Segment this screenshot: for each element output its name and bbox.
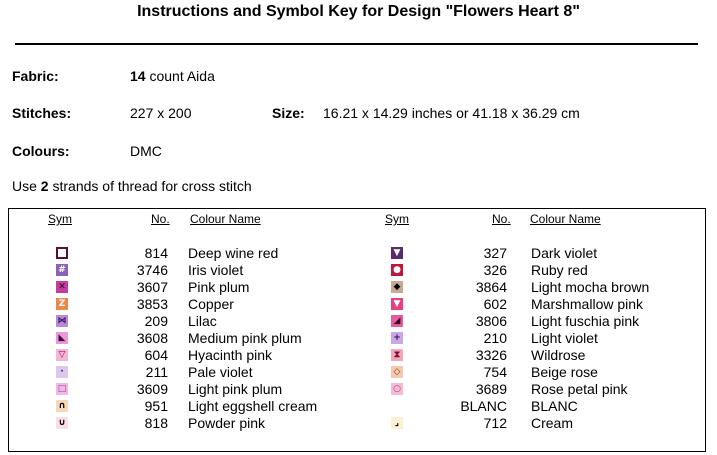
colour-name: Beige rose (531, 364, 598, 380)
size-label: Size: (272, 105, 305, 121)
symbol-swatch-icon: ▽ (56, 349, 68, 361)
symbol-swatch-icon: + (391, 332, 403, 344)
symbol-swatch-icon: ∩ (56, 400, 68, 412)
colour-name: Iris violet (188, 262, 244, 278)
no-header-left: No. (151, 212, 170, 226)
dmc-number: 602 (483, 296, 507, 312)
dmc-number: 327 (483, 245, 507, 261)
symbol-swatch-icon: · (56, 366, 68, 378)
page-title: Instructions and Symbol Key for Design "Flowers Heart 8" (137, 3, 580, 20)
colour-name-header-right: Colour Name (530, 212, 601, 226)
symbol-swatch-icon: ○ (391, 383, 403, 395)
dmc-number: 211 (145, 364, 168, 380)
symbol-swatch-icon: ◣ (56, 332, 68, 344)
dmc-number: 3806 (475, 313, 507, 329)
table-row (0, 296, 717, 313)
colour-name: Copper (188, 296, 234, 312)
dmc-number: BLANC (460, 398, 507, 414)
dmc-number: 754 (483, 364, 507, 380)
colour-name: Marshmallow pink (531, 296, 644, 312)
stitches-value: 227 x 200 (130, 105, 192, 121)
colour-name: Pink plum (188, 279, 250, 295)
symbol-swatch-icon: ▼ (391, 298, 403, 310)
dmc-number: 3326 (475, 347, 507, 363)
table-row (0, 415, 717, 432)
table-row (0, 364, 717, 381)
strands-instruction: Use 2 strands of thread for cross stitch (12, 178, 252, 194)
colour-name: Deep wine red (188, 245, 279, 261)
dmc-number: 604 (144, 347, 168, 363)
size-value: 16.21 x 14.29 inches or 41.18 x 36.29 cm (323, 105, 580, 121)
fabric-count: 14 (130, 68, 146, 84)
dmc-number: 3853 (136, 296, 168, 312)
colours-label: Colours: (12, 143, 70, 159)
table-row (0, 398, 717, 415)
title-underline (15, 43, 698, 45)
symbol-swatch-icon: ∪ (56, 417, 68, 429)
symbol-swatch-icon: ◇ (391, 366, 403, 378)
strand-count: 2 (40, 178, 49, 194)
dmc-number: 814 (144, 245, 168, 261)
dmc-number: 951 (144, 398, 168, 414)
colour-name: Powder pink (188, 415, 266, 431)
no-header-right: No. (492, 212, 511, 226)
dmc-number: 712 (483, 415, 507, 431)
symbol-swatch-icon: ✕ (56, 281, 68, 293)
colour-name: Light mocha brown (531, 279, 650, 295)
symbol-swatch-icon: ▼ (391, 247, 403, 259)
colour-name: Light eggshell cream (188, 398, 318, 414)
stitches-label: Stitches: (12, 105, 72, 121)
colour-name: Ruby red (531, 262, 588, 278)
fabric-value (130, 68, 215, 84)
colour-name: Hyacinth pink (188, 347, 273, 363)
dmc-number: 3746 (136, 262, 168, 278)
symbol-swatch-icon: Z (56, 298, 68, 310)
symbol-swatch-icon: ◢ (391, 315, 403, 327)
sym-header-right: Sym (385, 212, 409, 226)
fabric-label: Fabric: (12, 68, 59, 84)
symbol-swatch-icon: # (56, 264, 68, 276)
dmc-number: 3608 (136, 330, 168, 346)
table-row (0, 245, 717, 262)
dmc-number: 3689 (475, 381, 507, 397)
colour-name: Light fuschia pink (531, 313, 640, 329)
fabric-type: count Aida (145, 68, 215, 84)
table-row (0, 279, 717, 296)
table-row (0, 262, 717, 279)
colour-name-header-left: Colour Name (190, 212, 261, 226)
table-row (0, 330, 717, 347)
colour-name: Lilac (188, 313, 217, 329)
dmc-number: 209 (144, 313, 168, 329)
colour-name: Rose petal pink (531, 381, 628, 397)
sym-header-left: Sym (48, 212, 72, 226)
colour-name: Light pink plum (188, 381, 283, 397)
symbol-swatch-icon: ◆ (391, 281, 403, 293)
dmc-number: 326 (483, 262, 507, 278)
symbol-swatch-icon: ⋈ (57, 315, 67, 326)
dmc-number: 3607 (136, 279, 168, 295)
colour-name: Wildrose (531, 347, 586, 363)
table-row (0, 313, 717, 330)
symbol-swatch-icon: ⌟ (391, 417, 403, 429)
colour-name: Pale violet (188, 364, 253, 380)
table-row (0, 347, 717, 364)
colour-name: Light violet (531, 330, 598, 346)
colours-value: DMC (130, 143, 162, 159)
colour-name: Medium pink plum (188, 330, 302, 346)
colour-name: Cream (531, 415, 574, 431)
dmc-number: 3609 (136, 381, 168, 397)
colour-name: BLANC (531, 398, 578, 414)
dmc-number: 818 (144, 415, 168, 431)
symbol-swatch-icon: ● (391, 264, 403, 276)
symbol-swatch-icon: ⧗ (391, 349, 403, 361)
dmc-number: 3864 (475, 279, 507, 295)
symbol-swatch-icon: □ (57, 383, 67, 394)
colour-name: Dark violet (531, 245, 598, 261)
dmc-number: 210 (483, 330, 507, 346)
table-row (0, 381, 717, 398)
